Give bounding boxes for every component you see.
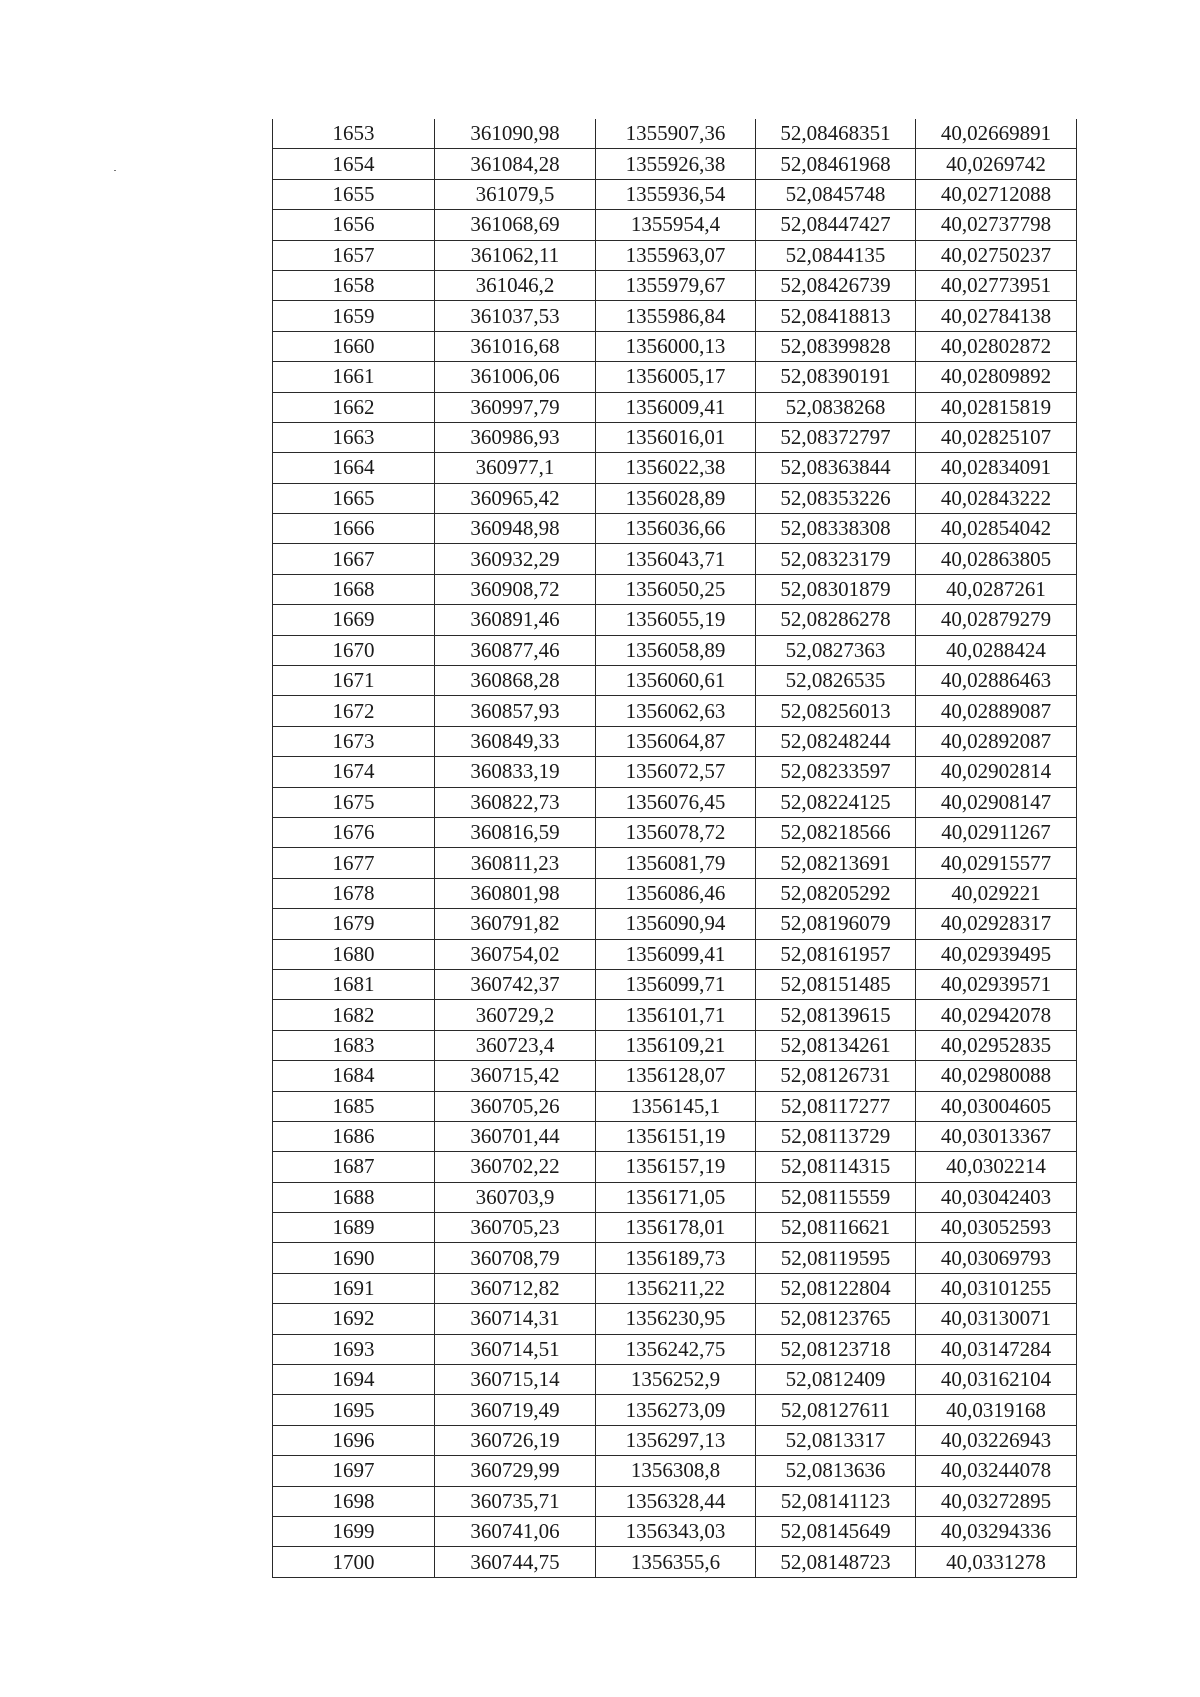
y-coordinate-cell: 1356151,19: [596, 1121, 756, 1151]
y-coordinate-cell: 1356076,45: [596, 787, 756, 817]
point-number-cell: 1680: [273, 939, 435, 969]
table-row: [273, 666, 1077, 696]
x-coordinate-cell: 360715,14: [435, 1365, 596, 1395]
longitude-cell: 40,03272895: [916, 1486, 1077, 1516]
latitude-cell: 52,08126731: [756, 1061, 916, 1091]
table-row: [273, 270, 1077, 300]
latitude-cell: 52,08233597: [756, 757, 916, 787]
table-row: [273, 1395, 1077, 1425]
y-coordinate-cell: 1356211,22: [596, 1273, 756, 1303]
point-number-cell: 1664: [273, 453, 435, 483]
x-coordinate-cell: 360816,59: [435, 817, 596, 847]
table-row: [273, 392, 1077, 422]
table-row: [273, 301, 1077, 331]
y-coordinate-cell: 1356060,61: [596, 666, 756, 696]
latitude-cell: 52,08117277: [756, 1091, 916, 1121]
point-number-cell: 1661: [273, 362, 435, 392]
point-number-cell: 1688: [273, 1182, 435, 1212]
table-row: [273, 1456, 1077, 1486]
table-row: [273, 726, 1077, 756]
table-row: [273, 544, 1077, 574]
point-number-cell: 1694: [273, 1365, 435, 1395]
latitude-cell: 52,0844135: [756, 240, 916, 270]
point-number-cell: 1696: [273, 1425, 435, 1455]
y-coordinate-cell: 1355954,4: [596, 210, 756, 240]
y-coordinate-cell: 1356050,25: [596, 574, 756, 604]
coordinates-table-body: [273, 119, 1077, 1577]
longitude-cell: 40,02750237: [916, 240, 1077, 270]
longitude-cell: 40,02892087: [916, 726, 1077, 756]
latitude-cell: 52,08127611: [756, 1395, 916, 1425]
latitude-cell: 52,08218566: [756, 817, 916, 847]
latitude-cell: 52,08447427: [756, 210, 916, 240]
point-number-cell: 1659: [273, 301, 435, 331]
coordinates-table: [272, 119, 1077, 1578]
table-row: [273, 1547, 1077, 1577]
y-coordinate-cell: 1356078,72: [596, 817, 756, 847]
y-coordinate-cell: 1356109,21: [596, 1030, 756, 1060]
table-row: [273, 1000, 1077, 1030]
latitude-cell: 52,0845748: [756, 179, 916, 209]
longitude-cell: 40,02952835: [916, 1030, 1077, 1060]
point-number-cell: 1653: [273, 119, 435, 149]
point-number-cell: 1660: [273, 331, 435, 361]
x-coordinate-cell: 360977,1: [435, 453, 596, 483]
x-coordinate-cell: 361016,68: [435, 331, 596, 361]
x-coordinate-cell: 360705,23: [435, 1213, 596, 1243]
y-coordinate-cell: 1355986,84: [596, 301, 756, 331]
table-row: [273, 514, 1077, 544]
longitude-cell: 40,02942078: [916, 1000, 1077, 1030]
table-row: [273, 969, 1077, 999]
y-coordinate-cell: 1355979,67: [596, 270, 756, 300]
longitude-cell: 40,02928317: [916, 909, 1077, 939]
point-number-cell: 1697: [273, 1456, 435, 1486]
latitude-cell: 52,08301879: [756, 574, 916, 604]
x-coordinate-cell: 360729,2: [435, 1000, 596, 1030]
y-coordinate-cell: 1356171,05: [596, 1182, 756, 1212]
x-coordinate-cell: 360708,79: [435, 1243, 596, 1273]
x-coordinate-cell: 360891,46: [435, 605, 596, 635]
longitude-cell: 40,02834091: [916, 453, 1077, 483]
x-coordinate-cell: 360908,72: [435, 574, 596, 604]
x-coordinate-cell: 360719,49: [435, 1395, 596, 1425]
table-row: [273, 574, 1077, 604]
longitude-cell: 40,0288424: [916, 635, 1077, 665]
longitude-cell: 40,02980088: [916, 1061, 1077, 1091]
longitude-cell: 40,02902814: [916, 757, 1077, 787]
latitude-cell: 52,08224125: [756, 787, 916, 817]
table-row: [273, 1365, 1077, 1395]
latitude-cell: 52,0826535: [756, 666, 916, 696]
longitude-cell: 40,03226943: [916, 1425, 1077, 1455]
longitude-cell: 40,02939495: [916, 939, 1077, 969]
point-number-cell: 1654: [273, 149, 435, 179]
longitude-cell: 40,0302214: [916, 1152, 1077, 1182]
longitude-cell: 40,0331278: [916, 1547, 1077, 1577]
y-coordinate-cell: 1356355,6: [596, 1547, 756, 1577]
y-coordinate-cell: 1356055,19: [596, 605, 756, 635]
y-coordinate-cell: 1356009,41: [596, 392, 756, 422]
y-coordinate-cell: 1356230,95: [596, 1304, 756, 1334]
x-coordinate-cell: 361090,98: [435, 119, 596, 149]
point-number-cell: 1699: [273, 1516, 435, 1546]
table-row: [273, 362, 1077, 392]
point-number-cell: 1674: [273, 757, 435, 787]
point-number-cell: 1679: [273, 909, 435, 939]
table-row: [273, 149, 1077, 179]
table-row: [273, 757, 1077, 787]
point-number-cell: 1685: [273, 1091, 435, 1121]
point-number-cell: 1686: [273, 1121, 435, 1151]
table-row: [273, 1091, 1077, 1121]
table-row: [273, 179, 1077, 209]
latitude-cell: 52,08256013: [756, 696, 916, 726]
point-number-cell: 1673: [273, 726, 435, 756]
y-coordinate-cell: 1356022,38: [596, 453, 756, 483]
point-number-cell: 1677: [273, 848, 435, 878]
x-coordinate-cell: 360849,33: [435, 726, 596, 756]
table-row: [273, 635, 1077, 665]
longitude-cell: 40,03013367: [916, 1121, 1077, 1151]
y-coordinate-cell: 1356086,46: [596, 878, 756, 908]
y-coordinate-cell: 1356043,71: [596, 544, 756, 574]
longitude-cell: 40,02939571: [916, 969, 1077, 999]
x-coordinate-cell: 360811,23: [435, 848, 596, 878]
table-row: [273, 422, 1077, 452]
table-row: [273, 1243, 1077, 1273]
longitude-cell: 40,03101255: [916, 1273, 1077, 1303]
table-row: [273, 119, 1077, 149]
longitude-cell: 40,02802872: [916, 331, 1077, 361]
latitude-cell: 52,08338308: [756, 514, 916, 544]
table-row: [273, 787, 1077, 817]
point-number-cell: 1678: [273, 878, 435, 908]
latitude-cell: 52,08122804: [756, 1273, 916, 1303]
table-row: [273, 1152, 1077, 1182]
x-coordinate-cell: 360714,51: [435, 1334, 596, 1364]
point-number-cell: 1689: [273, 1213, 435, 1243]
point-number-cell: 1668: [273, 574, 435, 604]
latitude-cell: 52,08248244: [756, 726, 916, 756]
longitude-cell: 40,02889087: [916, 696, 1077, 726]
latitude-cell: 52,08286278: [756, 605, 916, 635]
point-number-cell: 1672: [273, 696, 435, 726]
longitude-cell: 40,02784138: [916, 301, 1077, 331]
longitude-cell: 40,03004605: [916, 1091, 1077, 1121]
y-coordinate-cell: 1356016,01: [596, 422, 756, 452]
y-coordinate-cell: 1356157,19: [596, 1152, 756, 1182]
table-row: [273, 1273, 1077, 1303]
point-number-cell: 1684: [273, 1061, 435, 1091]
y-coordinate-cell: 1356062,63: [596, 696, 756, 726]
table-row: [273, 817, 1077, 847]
y-coordinate-cell: 1356242,75: [596, 1334, 756, 1364]
point-number-cell: 1683: [273, 1030, 435, 1060]
latitude-cell: 52,08418813: [756, 301, 916, 331]
table-row: [273, 848, 1077, 878]
latitude-cell: 52,08399828: [756, 331, 916, 361]
longitude-cell: 40,02843222: [916, 483, 1077, 513]
longitude-cell: 40,03162104: [916, 1365, 1077, 1395]
y-coordinate-cell: 1355926,38: [596, 149, 756, 179]
x-coordinate-cell: 360703,9: [435, 1182, 596, 1212]
longitude-cell: 40,03069793: [916, 1243, 1077, 1273]
table-row: [273, 1030, 1077, 1060]
latitude-cell: 52,08353226: [756, 483, 916, 513]
longitude-cell: 40,02863805: [916, 544, 1077, 574]
longitude-cell: 40,02908147: [916, 787, 1077, 817]
x-coordinate-cell: 360754,02: [435, 939, 596, 969]
point-number-cell: 1662: [273, 392, 435, 422]
x-coordinate-cell: 360741,06: [435, 1516, 596, 1546]
longitude-cell: 40,02915577: [916, 848, 1077, 878]
latitude-cell: 52,08114315: [756, 1152, 916, 1182]
table-row: [273, 1334, 1077, 1364]
x-coordinate-cell: 360833,19: [435, 757, 596, 787]
latitude-cell: 52,08363844: [756, 453, 916, 483]
longitude-cell: 40,03294336: [916, 1516, 1077, 1546]
latitude-cell: 52,0813636: [756, 1456, 916, 1486]
x-coordinate-cell: 360965,42: [435, 483, 596, 513]
longitude-cell: 40,029221: [916, 878, 1077, 908]
longitude-cell: 40,02879279: [916, 605, 1077, 635]
latitude-cell: 52,08116621: [756, 1213, 916, 1243]
latitude-cell: 52,08113729: [756, 1121, 916, 1151]
table-row: [273, 1516, 1077, 1546]
x-coordinate-cell: 360822,73: [435, 787, 596, 817]
x-coordinate-cell: 360735,71: [435, 1486, 596, 1516]
latitude-cell: 52,08161957: [756, 939, 916, 969]
y-coordinate-cell: 1356308,8: [596, 1456, 756, 1486]
y-coordinate-cell: 1356058,89: [596, 635, 756, 665]
table-row: [273, 1061, 1077, 1091]
point-number-cell: 1700: [273, 1547, 435, 1577]
latitude-cell: 52,08213691: [756, 848, 916, 878]
x-coordinate-cell: 360742,37: [435, 969, 596, 999]
longitude-cell: 40,02886463: [916, 666, 1077, 696]
x-coordinate-cell: 360705,26: [435, 1091, 596, 1121]
y-coordinate-cell: 1355963,07: [596, 240, 756, 270]
point-number-cell: 1656: [273, 210, 435, 240]
table-row: [273, 240, 1077, 270]
y-coordinate-cell: 1356099,41: [596, 939, 756, 969]
x-coordinate-cell: 360712,82: [435, 1273, 596, 1303]
point-number-cell: 1692: [273, 1304, 435, 1334]
latitude-cell: 52,08205292: [756, 878, 916, 908]
longitude-cell: 40,02911267: [916, 817, 1077, 847]
x-coordinate-cell: 360868,28: [435, 666, 596, 696]
longitude-cell: 40,02669891: [916, 119, 1077, 149]
table-row: [273, 1182, 1077, 1212]
latitude-cell: 52,08141123: [756, 1486, 916, 1516]
y-coordinate-cell: 1356252,9: [596, 1365, 756, 1395]
x-coordinate-cell: 360723,4: [435, 1030, 596, 1060]
y-coordinate-cell: 1356099,71: [596, 969, 756, 999]
point-number-cell: 1698: [273, 1486, 435, 1516]
longitude-cell: 40,03147284: [916, 1334, 1077, 1364]
latitude-cell: 52,08426739: [756, 270, 916, 300]
y-coordinate-cell: 1356343,03: [596, 1516, 756, 1546]
x-coordinate-cell: 360702,22: [435, 1152, 596, 1182]
x-coordinate-cell: 360744,75: [435, 1547, 596, 1577]
x-coordinate-cell: 360932,29: [435, 544, 596, 574]
x-coordinate-cell: 360801,98: [435, 878, 596, 908]
y-coordinate-cell: 1356081,79: [596, 848, 756, 878]
longitude-cell: 40,03244078: [916, 1456, 1077, 1486]
point-number-cell: 1693: [273, 1334, 435, 1364]
table-row: [273, 483, 1077, 513]
y-coordinate-cell: 1356297,13: [596, 1425, 756, 1455]
latitude-cell: 52,08372797: [756, 422, 916, 452]
point-number-cell: 1682: [273, 1000, 435, 1030]
table-row: [273, 878, 1077, 908]
longitude-cell: 40,02737798: [916, 210, 1077, 240]
latitude-cell: 52,08123765: [756, 1304, 916, 1334]
table-row: [273, 1304, 1077, 1334]
point-number-cell: 1658: [273, 270, 435, 300]
x-coordinate-cell: 361068,69: [435, 210, 596, 240]
latitude-cell: 52,08151485: [756, 969, 916, 999]
x-coordinate-cell: 360948,98: [435, 514, 596, 544]
point-number-cell: 1663: [273, 422, 435, 452]
point-number-cell: 1676: [273, 817, 435, 847]
y-coordinate-cell: 1356189,73: [596, 1243, 756, 1273]
latitude-cell: 52,08139615: [756, 1000, 916, 1030]
longitude-cell: 40,02854042: [916, 514, 1077, 544]
point-number-cell: 1690: [273, 1243, 435, 1273]
table-row: [273, 1121, 1077, 1151]
table-row: [273, 696, 1077, 726]
point-number-cell: 1665: [273, 483, 435, 513]
y-coordinate-cell: 1356028,89: [596, 483, 756, 513]
point-number-cell: 1671: [273, 666, 435, 696]
y-coordinate-cell: 1356128,07: [596, 1061, 756, 1091]
x-coordinate-cell: 360714,31: [435, 1304, 596, 1334]
y-coordinate-cell: 1356036,66: [596, 514, 756, 544]
latitude-cell: 52,08196079: [756, 909, 916, 939]
table-row: [273, 605, 1077, 635]
x-coordinate-cell: 361037,53: [435, 301, 596, 331]
y-coordinate-cell: 1356101,71: [596, 1000, 756, 1030]
table-row: [273, 453, 1077, 483]
longitude-cell: 40,02773951: [916, 270, 1077, 300]
point-number-cell: 1669: [273, 605, 435, 635]
point-number-cell: 1687: [273, 1152, 435, 1182]
x-coordinate-cell: 361062,11: [435, 240, 596, 270]
latitude-cell: 52,0827363: [756, 635, 916, 665]
x-coordinate-cell: 361084,28: [435, 149, 596, 179]
x-coordinate-cell: 360877,46: [435, 635, 596, 665]
table-row: [273, 909, 1077, 939]
y-coordinate-cell: 1356072,57: [596, 757, 756, 787]
y-coordinate-cell: 1356090,94: [596, 909, 756, 939]
latitude-cell: 52,08115559: [756, 1182, 916, 1212]
table-row: [273, 210, 1077, 240]
scan-speck: [114, 170, 116, 171]
x-coordinate-cell: 361046,2: [435, 270, 596, 300]
latitude-cell: 52,0812409: [756, 1365, 916, 1395]
x-coordinate-cell: 360729,99: [435, 1456, 596, 1486]
y-coordinate-cell: 1356328,44: [596, 1486, 756, 1516]
y-coordinate-cell: 1355936,54: [596, 179, 756, 209]
latitude-cell: 52,08134261: [756, 1030, 916, 1060]
point-number-cell: 1667: [273, 544, 435, 574]
table-row: [273, 331, 1077, 361]
longitude-cell: 40,02815819: [916, 392, 1077, 422]
y-coordinate-cell: 1356178,01: [596, 1213, 756, 1243]
latitude-cell: 52,0838268: [756, 392, 916, 422]
y-coordinate-cell: 1356005,17: [596, 362, 756, 392]
latitude-cell: 52,08145649: [756, 1516, 916, 1546]
x-coordinate-cell: 360857,93: [435, 696, 596, 726]
table-row: [273, 1486, 1077, 1516]
y-coordinate-cell: 1355907,36: [596, 119, 756, 149]
latitude-cell: 52,08461968: [756, 149, 916, 179]
table-row: [273, 1213, 1077, 1243]
x-coordinate-cell: 361006,06: [435, 362, 596, 392]
x-coordinate-cell: 360701,44: [435, 1121, 596, 1151]
longitude-cell: 40,03042403: [916, 1182, 1077, 1212]
point-number-cell: 1670: [273, 635, 435, 665]
point-number-cell: 1695: [273, 1395, 435, 1425]
longitude-cell: 40,0287261: [916, 574, 1077, 604]
point-number-cell: 1655: [273, 179, 435, 209]
latitude-cell: 52,08323179: [756, 544, 916, 574]
point-number-cell: 1675: [273, 787, 435, 817]
longitude-cell: 40,03130071: [916, 1304, 1077, 1334]
latitude-cell: 52,0813317: [756, 1425, 916, 1455]
x-coordinate-cell: 360791,82: [435, 909, 596, 939]
latitude-cell: 52,08148723: [756, 1547, 916, 1577]
x-coordinate-cell: 360715,42: [435, 1061, 596, 1091]
x-coordinate-cell: 360986,93: [435, 422, 596, 452]
y-coordinate-cell: 1356000,13: [596, 331, 756, 361]
x-coordinate-cell: 360726,19: [435, 1425, 596, 1455]
point-number-cell: 1681: [273, 969, 435, 999]
longitude-cell: 40,03052593: [916, 1213, 1077, 1243]
y-coordinate-cell: 1356273,09: [596, 1395, 756, 1425]
table-row: [273, 1425, 1077, 1455]
latitude-cell: 52,08468351: [756, 119, 916, 149]
longitude-cell: 40,0319168: [916, 1395, 1077, 1425]
longitude-cell: 40,0269742: [916, 149, 1077, 179]
latitude-cell: 52,08390191: [756, 362, 916, 392]
point-number-cell: 1691: [273, 1273, 435, 1303]
longitude-cell: 40,02825107: [916, 422, 1077, 452]
y-coordinate-cell: 1356064,87: [596, 726, 756, 756]
table-row: [273, 939, 1077, 969]
point-number-cell: 1666: [273, 514, 435, 544]
point-number-cell: 1657: [273, 240, 435, 270]
latitude-cell: 52,08123718: [756, 1334, 916, 1364]
latitude-cell: 52,08119595: [756, 1243, 916, 1273]
longitude-cell: 40,02809892: [916, 362, 1077, 392]
y-coordinate-cell: 1356145,1: [596, 1091, 756, 1121]
longitude-cell: 40,02712088: [916, 179, 1077, 209]
x-coordinate-cell: 360997,79: [435, 392, 596, 422]
x-coordinate-cell: 361079,5: [435, 179, 596, 209]
